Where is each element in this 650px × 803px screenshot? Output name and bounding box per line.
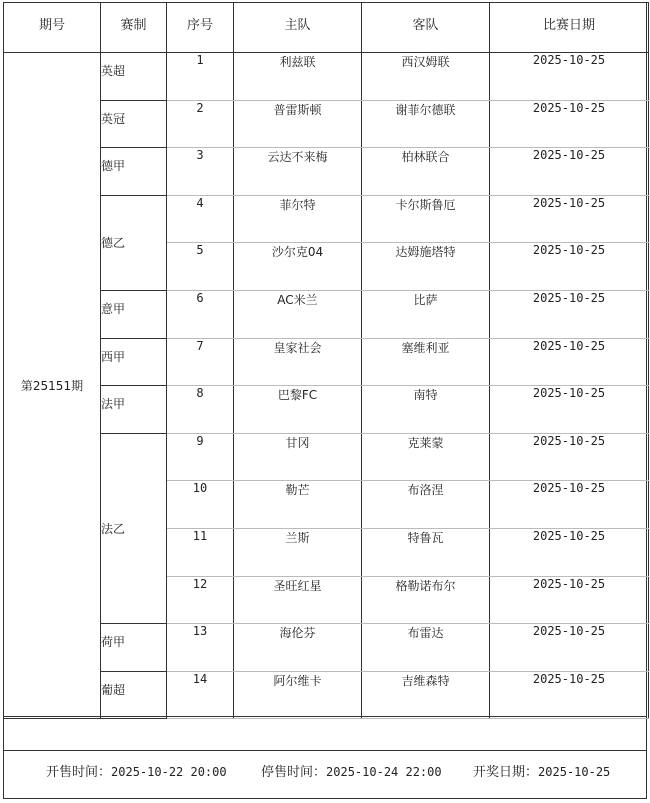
- date-cell: 2025-10-25: [490, 148, 649, 196]
- away-cell: 布洛涅: [362, 481, 490, 529]
- sale-close-label: 停售时间：: [261, 765, 327, 780]
- date-cell: 2025-10-25: [490, 100, 649, 148]
- away-cell: 布雷达: [362, 624, 490, 672]
- date-cell: 2025-10-25: [490, 671, 649, 719]
- home-cell: 圣旺红星: [234, 576, 362, 624]
- away-cell: 特鲁瓦: [362, 528, 490, 576]
- draw-date-value: 2025-10-25: [538, 765, 611, 779]
- league-cell: 英超: [101, 53, 167, 101]
- league-cell: 葡超: [101, 671, 167, 719]
- table-row: [4, 671, 649, 719]
- seq-cell: 11: [167, 528, 234, 576]
- seq-cell: 14: [167, 671, 234, 719]
- date-cell: 2025-10-25: [490, 528, 649, 576]
- header-away: 客队: [362, 3, 490, 53]
- match-schedule-table: [3, 2, 649, 719]
- home-cell: 甘冈: [234, 433, 362, 481]
- table-row: [4, 195, 649, 243]
- home-cell: 阿尔维卡: [234, 671, 362, 719]
- seq-cell: 5: [167, 243, 234, 291]
- home-cell: AC米兰: [234, 290, 362, 338]
- league-cell: 法乙: [101, 433, 167, 623]
- home-cell: 沙尔克04: [234, 243, 362, 291]
- seq-cell: 7: [167, 338, 234, 386]
- seq-cell: 2: [167, 100, 234, 148]
- period-cell: 第25151期: [4, 53, 101, 719]
- table-row: [4, 624, 649, 672]
- league-cell: 法甲: [101, 386, 167, 434]
- league-cell: 意甲: [101, 290, 167, 338]
- date-cell: 2025-10-25: [490, 195, 649, 243]
- date-cell: 2025-10-25: [490, 386, 649, 434]
- seq-cell: 8: [167, 386, 234, 434]
- table-row: [4, 148, 649, 196]
- sale-close-info: [261, 761, 442, 780]
- header-home: 主队: [234, 3, 362, 53]
- header-period: 期号: [4, 3, 101, 53]
- draw-date-info: [473, 761, 610, 780]
- sale-open-info: [46, 761, 227, 780]
- away-cell: 南特: [362, 386, 490, 434]
- seq-cell: 13: [167, 624, 234, 672]
- blank-row-divider: [3, 716, 647, 717]
- seq-cell: 3: [167, 148, 234, 196]
- table-row: [4, 338, 649, 386]
- sale-open-label: 开售时间：: [46, 765, 112, 780]
- league-cell: 德甲: [101, 148, 167, 196]
- home-cell: 普雷斯顿: [234, 100, 362, 148]
- away-cell: 谢菲尔德联: [362, 100, 490, 148]
- seq-cell: 1: [167, 53, 234, 101]
- away-cell: 比萨: [362, 290, 490, 338]
- away-cell: 达姆施塔特: [362, 243, 490, 291]
- seq-cell: 9: [167, 433, 234, 481]
- home-cell: 菲尔特: [234, 195, 362, 243]
- seq-cell: 10: [167, 481, 234, 529]
- home-cell: 利兹联: [234, 53, 362, 101]
- header-seq: 序号: [167, 3, 234, 53]
- away-cell: 吉维森特: [362, 671, 490, 719]
- date-cell: 2025-10-25: [490, 243, 649, 291]
- date-cell: 2025-10-25: [490, 53, 649, 101]
- seq-cell: 6: [167, 290, 234, 338]
- league-cell: 英冠: [101, 100, 167, 148]
- seq-cell: 4: [167, 195, 234, 243]
- table-row: [4, 433, 649, 481]
- home-cell: 兰斯: [234, 528, 362, 576]
- away-cell: 西汉姆联: [362, 53, 490, 101]
- date-cell: 2025-10-25: [490, 290, 649, 338]
- away-cell: 克莱蒙: [362, 433, 490, 481]
- home-cell: 勒芒: [234, 481, 362, 529]
- table-row: [4, 386, 649, 434]
- home-cell: 海伦芬: [234, 624, 362, 672]
- league-cell: 西甲: [101, 338, 167, 386]
- header-row: [4, 3, 649, 53]
- draw-date-label: 开奖日期：: [473, 765, 539, 780]
- home-cell: 云达不来梅: [234, 148, 362, 196]
- date-cell: 2025-10-25: [490, 576, 649, 624]
- date-cell: 2025-10-25: [490, 338, 649, 386]
- date-cell: 2025-10-25: [490, 433, 649, 481]
- header-league: 赛制: [101, 3, 167, 53]
- header-date: 比赛日期: [490, 3, 649, 53]
- sale-open-value: 2025-10-22 20:00: [111, 765, 227, 779]
- home-cell: 巴黎FC: [234, 386, 362, 434]
- table-row: [4, 100, 649, 148]
- away-cell: 格勒诺布尔: [362, 576, 490, 624]
- sale-info-footer: [3, 750, 647, 799]
- league-cell: 荷甲: [101, 624, 167, 672]
- home-cell: 皇家社会: [234, 338, 362, 386]
- league-cell: 德乙: [101, 195, 167, 290]
- away-cell: 卡尔斯鲁厄: [362, 195, 490, 243]
- table-row: [4, 53, 649, 101]
- table-row: [4, 290, 649, 338]
- away-cell: 柏林联合: [362, 148, 490, 196]
- date-cell: 2025-10-25: [490, 481, 649, 529]
- date-cell: 2025-10-25: [490, 624, 649, 672]
- sale-close-value: 2025-10-24 22:00: [326, 765, 442, 779]
- seq-cell: 12: [167, 576, 234, 624]
- away-cell: 塞维利亚: [362, 338, 490, 386]
